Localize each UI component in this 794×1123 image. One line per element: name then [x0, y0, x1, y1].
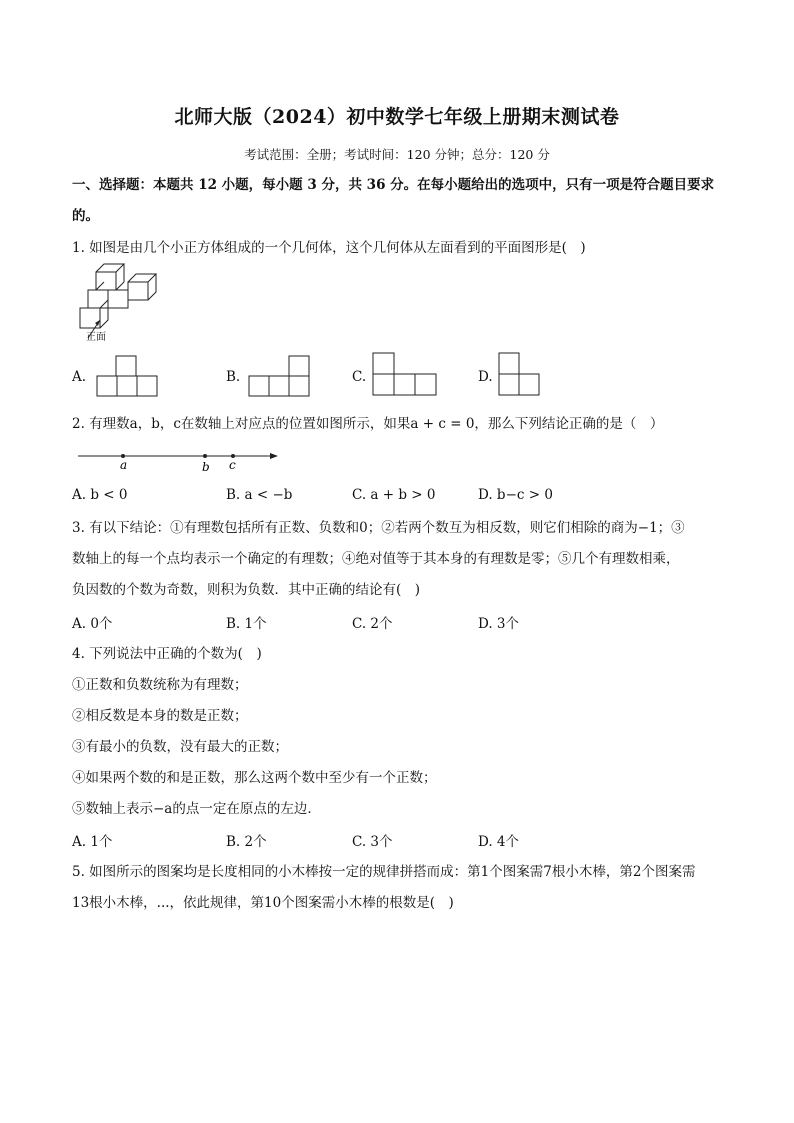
question-2-text: 2. 有理数a，b，c在数轴上对应点的位置如图所示，如果a + c = 0，那么下列结论正确的是（ ） — [72, 416, 664, 432]
q2-option-a[interactable]: A. b < 0 — [72, 487, 128, 503]
question-3-line-2: 数轴上的每一个点均表示一个确定的有理数；④绝对值等于其本身的有理数是零；⑤几个有理数相乘， — [72, 551, 680, 567]
q1-option-c[interactable]: C. — [352, 369, 367, 385]
q4-statement-1: ①正数和负数统称为有理数； — [72, 677, 248, 693]
q1-option-d-figure — [498, 352, 548, 398]
q2-number-line — [78, 447, 283, 477]
question-1-text: 1. 如图是由几个小正方体组成的一个几何体，这个几何体从左面看到的平面图形是( ) — [72, 240, 586, 256]
axis-label-a: a — [120, 458, 128, 472]
page-title: 北师大版（2024）初中数学七年级上册期末测试卷 — [174, 106, 620, 128]
section-heading-cont: 的。 — [72, 208, 99, 224]
q4-option-b[interactable]: B. 2个 — [226, 834, 267, 850]
q4-option-a[interactable]: A. 1个 — [72, 834, 113, 850]
q4-statement-5: ⑤数轴上表示−a的点一定在原点的左边． — [72, 801, 321, 817]
q2-option-c[interactable]: C. a + b > 0 — [352, 487, 436, 503]
question-5-line-1: 5. 如图所示的图案均是长度相同的小木棒按一定的规律拼搭而成：第1个图案需7根小木棒，第2个图案需 — [72, 864, 696, 880]
q2-option-d[interactable]: D. b−c > 0 — [478, 487, 553, 503]
q1-option-a-figure — [96, 355, 168, 399]
q1-figure-label: 正面 — [86, 332, 106, 343]
q1-option-d[interactable]: D. — [478, 369, 493, 385]
axis-label-c: c — [229, 458, 236, 472]
q1-option-b-figure — [244, 355, 314, 399]
question-3-line-3: 负因数的个数为奇数，则积为负数．其中正确的结论有( ) — [72, 582, 421, 598]
q4-option-c[interactable]: C. 3个 — [352, 834, 393, 850]
q4-statement-4: ④如果两个数的和是正数，那么这两个数中至少有一个正数； — [72, 770, 437, 786]
q3-option-b[interactable]: B. 1个 — [226, 616, 267, 632]
q3-option-d[interactable]: D. 3个 — [478, 616, 520, 632]
q1-option-a[interactable]: A. — [72, 369, 87, 385]
q3-option-a[interactable]: A. 0个 — [72, 616, 113, 632]
question-3-line-1: 3. 有以下结论：①有理数包括所有正数、负数和0；②若两个数互为相反数，则它们相除的商为−1；③ — [72, 520, 685, 536]
q2-option-b[interactable]: B. a < −b — [226, 487, 293, 503]
q1-option-b[interactable]: B. — [226, 369, 241, 385]
q1-option-c-figure — [372, 352, 442, 398]
exam-info: 考试范围：全册；考试时间：120 分钟；总分：120 分 — [244, 147, 550, 162]
question-4-text: 4. 下列说法中正确的个数为( ) — [72, 646, 262, 662]
axis-label-b: b — [202, 460, 210, 474]
q4-option-d[interactable]: D. 4个 — [478, 834, 520, 850]
section-heading: 一、选择题：本题共 12 小题，每小题 3 分，共 36 分。在每小题给出的选项中，只有一项是符合题目要求 — [72, 177, 715, 193]
q4-statement-2: ②相反数是本身的数是正数； — [72, 708, 248, 724]
question-5-line-2: 13根小木棒，...，依此规律，第10个图案需小木棒的根数是( ) — [72, 895, 454, 911]
q3-option-c[interactable]: C. 2个 — [352, 616, 393, 632]
q4-statement-3: ③有最小的负数，没有最大的正数； — [72, 739, 288, 755]
